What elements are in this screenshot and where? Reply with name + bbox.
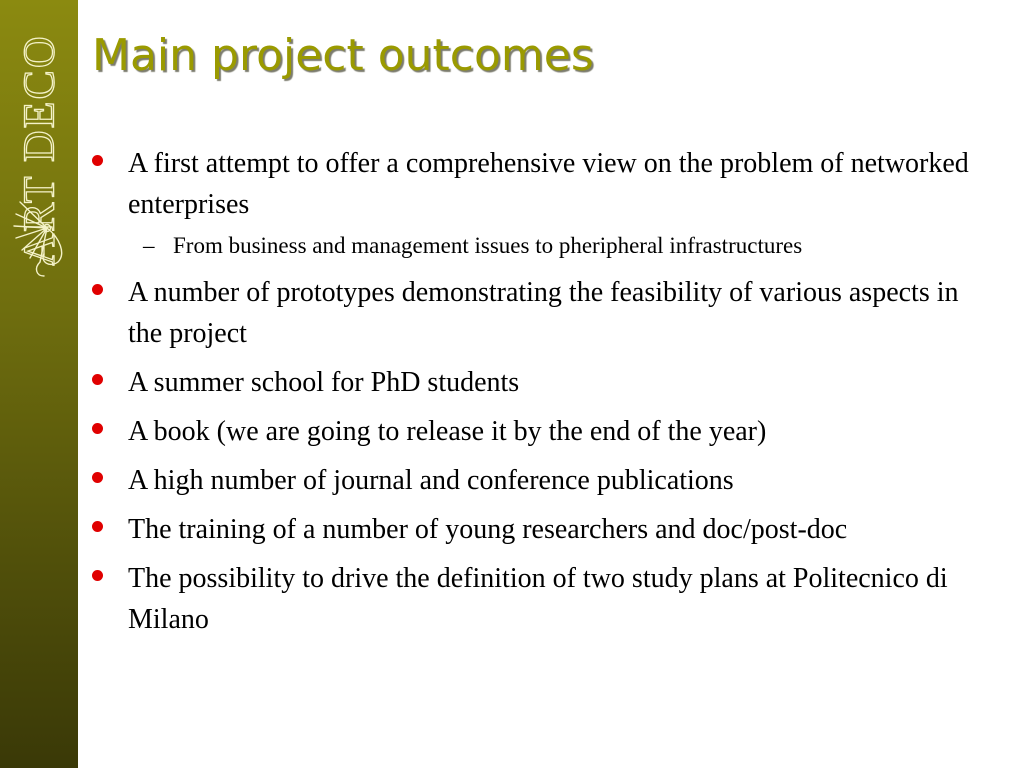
bullet-dot-icon xyxy=(92,155,103,166)
bullet-item xyxy=(92,362,992,403)
sunburst-swirl-icon xyxy=(0,0,78,300)
bullet-item xyxy=(92,509,992,550)
bullet-list xyxy=(92,143,992,648)
sub-bullet-dash: – xyxy=(143,233,155,258)
bullet-dot-icon xyxy=(92,284,103,295)
logo-text: ART DECO xyxy=(14,34,64,266)
bullet-text: The possibility to drive the definition of two study plans at Politecnico di Milano xyxy=(128,563,948,635)
bullet-text: The training of a number of young researchers and doc/post-doc xyxy=(128,514,848,545)
bullet-dot-icon xyxy=(92,374,103,385)
bullet-text: A high number of journal and conference publications xyxy=(128,465,734,496)
sub-bullet-item xyxy=(92,232,992,260)
bullet-dot-icon xyxy=(92,521,103,532)
art-deco-logo xyxy=(0,0,78,300)
bullet-dot-icon xyxy=(92,570,103,581)
bullet-item xyxy=(92,272,992,354)
bullet-text: A first attempt to offer a comprehensive view on the problem of networked enterprises xyxy=(128,148,969,220)
bullet-dot-icon xyxy=(92,472,103,483)
bullet-dot-icon xyxy=(92,423,103,434)
bullet-item xyxy=(92,143,992,225)
slide-title: Main project outcomes xyxy=(92,30,594,81)
sub-bullet-text: From business and management issues to pheripheral infrastructures xyxy=(173,233,803,258)
sidebar-band xyxy=(0,0,78,768)
bullet-text: A summer school for PhD students xyxy=(128,367,520,398)
bullet-text: A book (we are going to release it by the end of the year) xyxy=(128,416,767,447)
bullet-item xyxy=(92,411,992,452)
bullet-item xyxy=(92,460,992,501)
bullet-text: A number of prototypes demonstrating the feasibility of various aspects in the project xyxy=(128,277,959,349)
bullet-item xyxy=(92,558,992,640)
